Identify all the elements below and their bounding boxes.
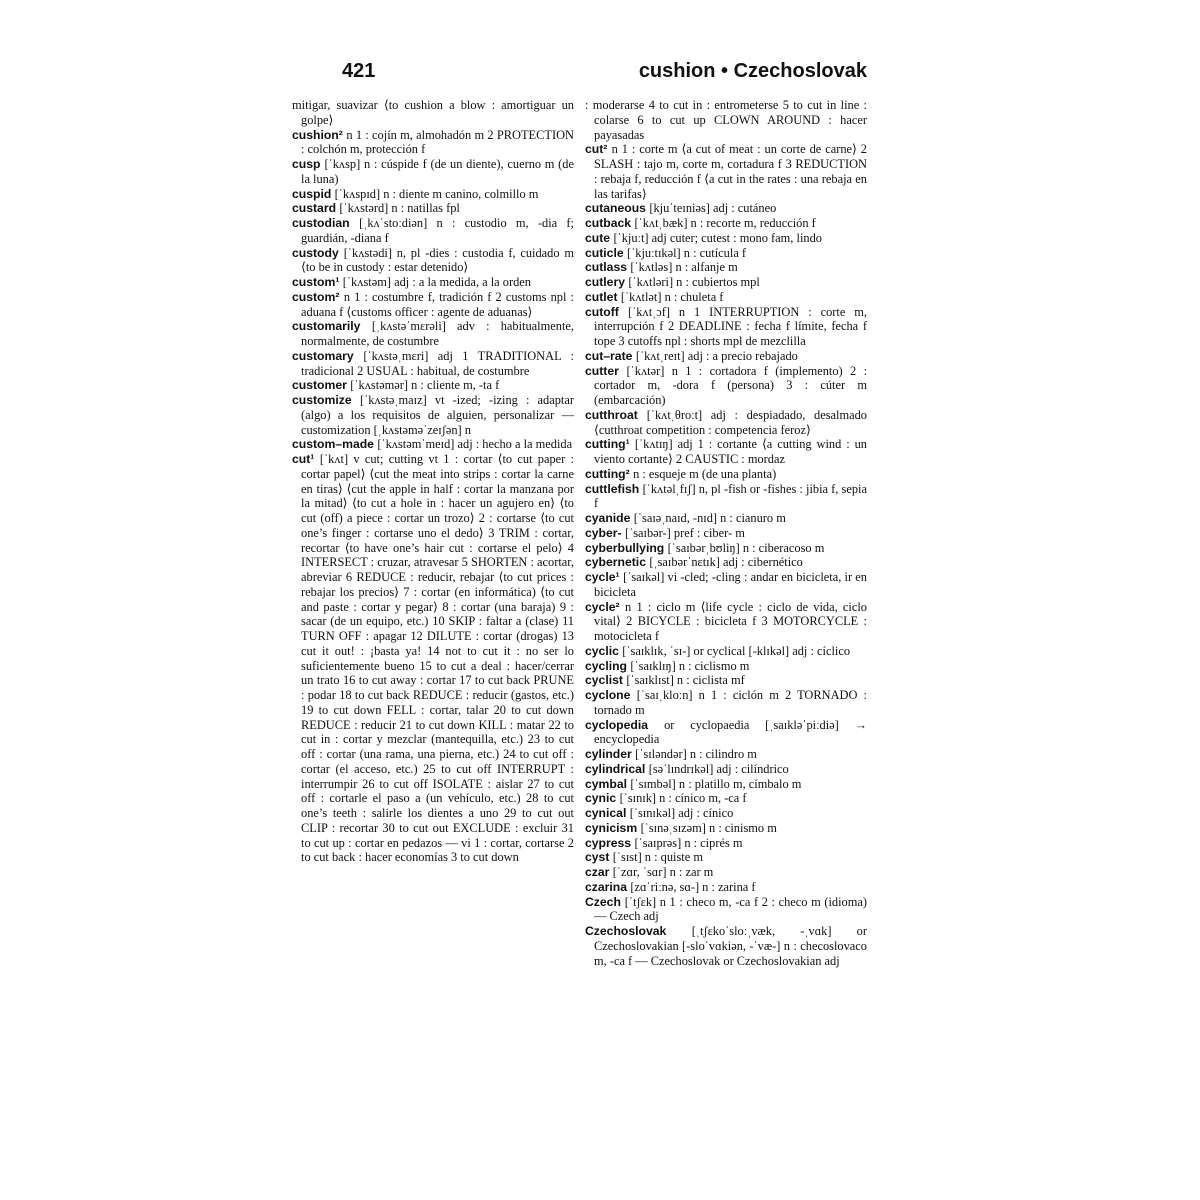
- entry-definition: [ˈsaɪbər-] pref : ciber- m: [624, 525, 745, 540]
- entry-definition: [ˈsaɪklɪst] n : ciclista mf: [626, 673, 745, 688]
- dictionary-entry: [585, 659, 867, 674]
- entry-headword: cutting¹: [585, 437, 635, 452]
- entry-definition: [ˈkʌtlət] n : chuleta f: [620, 289, 724, 304]
- dictionary-entry: [585, 231, 867, 246]
- dictionary-entry: [292, 437, 574, 452]
- entry-headword: customer: [292, 378, 351, 393]
- entry-definition: : moderarse 4 to cut in : entrometerse 5 to cut in line : colarse 6 to cut up CLOWN AROUND : hacer payasadas: [585, 98, 867, 142]
- dictionary-entry: [585, 142, 867, 201]
- entry-headword: cyber-: [585, 525, 625, 540]
- dictionary-entry: [585, 260, 867, 275]
- entry-headword: cutlet: [585, 289, 621, 304]
- entry-headword: cutlass: [585, 260, 631, 275]
- entry-definition: [ˈkʌtˌbæk] n : recorte m, reducción f: [634, 216, 816, 230]
- dictionary-entry: [585, 482, 867, 512]
- dictionary-entry: [585, 555, 867, 570]
- entry-headword: cynic: [585, 791, 620, 806]
- entry-headword: cycle²: [585, 599, 626, 614]
- entry-definition: [ˈkʌtləri] n : cubiertos mpl: [628, 275, 760, 289]
- entry-definition: [ˌsaɪbərˈnɛtɪk] adj : cibernético: [649, 555, 803, 570]
- entry-headword: cutback: [585, 216, 635, 230]
- dictionary-entry: [292, 290, 574, 320]
- dictionary-entry: [292, 187, 574, 202]
- entry-definition: [ˌtʃɛkoˈsloːˌvæk, -ˌvɑk] or Czechoslovakian [-sloˈvɑkiən, -ˈvæ-] n : checoslovaco m, -ca f — Czechoslovak or Czechoslovakian adj: [594, 924, 867, 968]
- entry-definition: [ˈsaɪklɪk, ˈsɪ-] or cyclical [-klɪkəl] adj : cíclico: [622, 643, 851, 658]
- entry-headword: cuticle: [585, 245, 627, 260]
- dictionary-entry: [585, 216, 867, 231]
- dictionary-entry: [585, 511, 867, 526]
- entry-headword: customarily: [292, 319, 372, 334]
- entry-definition: [ˈtʃɛk] n 1 : checo m, -ca f 2 : checo m (idioma) — Czech adj: [594, 894, 867, 924]
- entry-definition: [ˈkʌsp] n : cúspide f (de un diente), cuerno m (de la luna): [301, 157, 574, 186]
- entry-definition: [ˈsaɪˌkloːn] n 1 : ciclón m 2 TORNADO : tornado m: [594, 688, 867, 717]
- entry-headword: cyst: [585, 850, 613, 865]
- dictionary-entry: [585, 762, 867, 777]
- dictionary-entry: [585, 880, 867, 895]
- entry-definition: n 1 : cojín m, almohadón m 2 PROTECTION : colchón m, protección f: [301, 127, 574, 157]
- entry-headword: customize: [292, 393, 361, 407]
- entry-definition: [ˈsɪnəˌsɪzəm] n : cinismo m: [640, 820, 777, 835]
- entry-headword: cut–rate: [585, 348, 636, 363]
- dictionary-entry: [585, 791, 867, 806]
- entry-headword: cut²: [585, 142, 612, 157]
- dictionary-entry: [292, 216, 574, 246]
- entry-definition: [ˈkjuːtɪkəl] n : cutícula f: [627, 245, 747, 260]
- dictionary-entry: [585, 275, 867, 290]
- entry-definition: [kjuˈteɪniəs] adj : cutáneo: [649, 201, 777, 216]
- dictionary-entry: [585, 246, 867, 261]
- dictionary-entry: [585, 349, 867, 364]
- dictionary-entry: [585, 718, 867, 748]
- dictionary-entry: [585, 364, 867, 408]
- entry-headword: Czech: [585, 894, 625, 909]
- entry-headword: czarina: [585, 879, 631, 894]
- entry-headword: cutting²: [585, 466, 634, 481]
- dictionary-entry: [585, 467, 867, 482]
- dictionary-entry: [292, 393, 574, 437]
- entry-headword: cypress: [585, 835, 635, 850]
- entry-definition: [ˈkʌstədi] n, pl -dies : custodia f, cuidado m ⟨to be in custody : estar detenido⟩: [301, 245, 574, 275]
- dictionary-page: [292, 58, 869, 1148]
- entry-definition: n 1 : ciclo m ⟨life cycle : ciclo de vida, ciclo vital⟩ 2 BICYCLE : bicicleta f 3 MOTORCYCLE : motocicleta f: [594, 599, 867, 643]
- entry-headword: cycling: [585, 658, 631, 673]
- entry-definition: [ˈzɑr, ˈsɑr] n : zar m: [612, 865, 714, 879]
- entry-definition: [ˈkʌstərd] n : natillas fpl: [339, 201, 460, 216]
- entry-headword: cutter: [585, 363, 627, 378]
- entry-headword: cushion²: [292, 127, 347, 142]
- entry-definition: [səˈlɪndrɪkəl] adj : cilíndrico: [648, 761, 789, 776]
- dictionary-entry: [585, 201, 867, 216]
- entry-definition: [ˈsaɪəˌnaɪd, -nɪd] n : cianuro m: [633, 511, 786, 525]
- dictionary-entry: [585, 836, 867, 851]
- entry-headword: custom²: [292, 289, 344, 304]
- dictionary-entry: [585, 437, 867, 467]
- entry-definition: [ˈsɪnɪkəl] adj : cínico: [629, 806, 734, 820]
- entry-definition: [ˈkʌstəmər] n : cliente m, -ta f: [350, 378, 500, 393]
- left-column: [292, 98, 574, 865]
- entry-headword: cuttlefish: [585, 481, 643, 496]
- entry-definition: [ˈkʌstəˌmɛri] adj 1 TRADITIONAL : tradicional 2 USUAL : habitual, de costumbre: [301, 348, 575, 378]
- page-number: 421: [342, 60, 376, 82]
- dictionary-entry: [292, 378, 574, 393]
- entry-headword: cute: [585, 230, 614, 245]
- entry-headword: cyclopedia: [585, 717, 665, 732]
- entry-definition: [ˌkʌstəˈmɛrəli] adv : habitualmente, normalmente, de costumbre: [301, 319, 574, 348]
- dictionary-entry: [585, 290, 867, 305]
- entry-definition: [ˈkʌtɪŋ] adj 1 : cortante ⟨a cutting wind : un viento cortante⟩ 2 CAUSTIC : mordaz: [594, 437, 868, 466]
- dictionary-entry: [585, 98, 867, 142]
- entry-definition: [ˌkʌˈstoːdiən] n : custodio m, -dia f; guardián, -diana f: [301, 216, 574, 245]
- entry-headword: cyclic: [585, 643, 623, 658]
- entry-definition: mitigar, suavizar ⟨to cushion a blow : amortiguar un golpe⟩: [292, 98, 574, 127]
- entry-headword: cyanide: [585, 511, 634, 525]
- entry-headword: cutlery: [585, 275, 629, 289]
- entry-headword: cybernetic: [585, 555, 650, 570]
- entry-headword: cymbal: [585, 776, 631, 791]
- entry-definition: [ˈsaɪkəl] vi -cled; -cling : andar en bicicleta, ir en bicicleta: [594, 570, 867, 599]
- dictionary-entry: [585, 747, 867, 762]
- entry-definition: [ˈkjuːt] adj cuter; cutest : mono fam, lindo: [613, 230, 822, 245]
- entry-headword: cynical: [585, 806, 630, 820]
- entry-definition: n 1 : corte m ⟨a cut of meat : un corte de carne⟩ 2 SLASH : tajo m, corte m, cortadura f 3 REDUCTION : rebaja f, reducción f ⟨a cut in the rates : una rebaja en las tarifas⟩: [594, 142, 867, 201]
- entry-headword: custodian: [292, 216, 360, 230]
- guide-words: cushion • Czechoslovak: [638, 60, 867, 82]
- dictionary-entry: [585, 541, 867, 556]
- entry-headword: Czechoslovak: [585, 924, 692, 938]
- entry-headword: cuspid: [292, 186, 335, 201]
- entry-definition: [ˈkʌtˌɔf] n 1 INTERRUPTION : corte m, interrupción f 2 DEADLINE : fecha f límite, fecha f tope 3 cutoffs npl : shorts mpl de mezclilla: [594, 304, 867, 348]
- entry-definition: or cyclopaedia [ˌsaɪkləˈpiːdiə] → encyclopedia: [594, 717, 867, 747]
- entry-definition: [ˈkʌtˌθroːt] adj : despiadado, desalmado ⟨cutthroat competition : competencia feroz⟩: [594, 407, 867, 437]
- dictionary-entry: [292, 275, 574, 290]
- dictionary-entry: [585, 850, 867, 865]
- entry-definition: [ˈsɪləndər] n : cilindro m: [635, 747, 757, 761]
- entry-definition: [ˈkʌtˌreɪt] adj : a precio rebajado: [635, 348, 798, 363]
- entry-headword: cynicism: [585, 820, 641, 835]
- entry-headword: custody: [292, 245, 344, 260]
- entry-headword: czar: [585, 865, 613, 879]
- entry-definition: [ˈkʌtəlˌfɪʃ] n, pl -fish or -fishes : jibia f, sepia f: [594, 481, 868, 511]
- dictionary-entry: [585, 408, 867, 438]
- dictionary-entry: [585, 924, 867, 968]
- entry-definition: [zɑˈriːnə, sɑ-] n : zarina f: [630, 879, 756, 894]
- dictionary-entry: [292, 201, 574, 216]
- dictionary-entry: [292, 246, 574, 276]
- entry-headword: cusp: [292, 157, 325, 171]
- dictionary-entry: [585, 777, 867, 792]
- dictionary-entry: [585, 570, 867, 600]
- dictionary-entry: [292, 128, 574, 158]
- entry-headword: cut¹: [292, 452, 320, 466]
- entry-definition: [ˈsaɪbərˌbʊliŋ] n : ciberacoso m: [667, 540, 825, 555]
- entry-definition: [ˈkʌstəm] adj : a la medida, a la orden: [342, 275, 531, 289]
- dictionary-entry: [585, 895, 867, 925]
- entry-headword: custom–made: [292, 437, 378, 452]
- dictionary-entry: [292, 319, 574, 349]
- dictionary-entry: [292, 452, 574, 865]
- entry-headword: cylindrical: [585, 761, 649, 776]
- entry-definition: [ˈkʌtləs] n : alfanje m: [630, 260, 738, 275]
- entry-definition: [ˈkʌstəmˈmeɪd] adj : hecho a la medida: [377, 437, 573, 452]
- entry-definition: [ˈkʌstəˌmaɪz] vt -ized; -izing : adaptar (algo) a los requisitos de alguien, personalizar — customization [ˌkʌstəməˈzeɪʃən] n: [301, 393, 574, 437]
- dictionary-entry: [585, 526, 867, 541]
- entry-headword: cutthroat: [585, 407, 647, 422]
- dictionary-entry: [585, 865, 867, 880]
- page-header: [292, 58, 869, 92]
- dictionary-entry: [585, 673, 867, 688]
- entry-headword: cutoff: [585, 304, 629, 319]
- entry-definition: [ˈkʌt] v cut; cutting vt 1 : cortar ⟨to cut paper : cortar papel⟩ ⟨cut the meat into strips : cortar la carne en tiras⟩ ⟨cut the apple in half : cortar la manzana por la mitad⟩ ⟨to cut a hole in : hacer un agujero en⟩ ⟨to cut (off) a piece : cortar un trozo⟩ 2 : cortarse ⟨to cut one’s finger : cortarse uno el dedo⟩ 3 TRIM : cortar, recortar ⟨to have one’s hair cut : cortarse el pelo⟩ 4 INTERSECT : cruzar, atravesar 5 SHORTEN : acortar, abreviar 6 REDUCE : reducir, rebajar ⟨to cut prices : rebajar los precios⟩ 7 : cortar (en informática) ⟨to cut and paste : cortar y pegar⟩ 8 : cortar (una baraja) 9 : sacar (de un equipo, etc.) 10 SKIP : faltar a (clase) 11 TURN OFF : apagar 12 DILUTE : cortar (drogas) 13 cut it out! : ¡basta ya! 14 not to cut it : no ser lo suficientemente bueno 15 to cut a deal : hacer/cerrar un trato 16 to cut away : cortar 17 to cut back PRUNE : podar 18 to cut back REDUCE : reducir (gastos, etc.) 19 to cut down FELL : cortar, talar 20 to cut down REDUCE : reducir 21 to cut down KILL : matar 22 to cut in : cortar y mezclar (mantequilla, etc.) 23 to cut off : cortar (una rama, una pierna, etc.) 24 to cut off : cortar (el acceso, etc.) 25 to cut off INTERRUPT : interrumpir 26 to cut off ISOLATE : aislar 27 to cut off : cortarle el paso a (un vehículo, etc.) 28 to cut one’s teeth : salirle los dientes a uno 29 to cut out CLIP : recortar 30 to cut out EXCLUDE : excluir 31 to cut up : cortar en pedazos — vi 1 : cortar, cortarse 2 to cut back : hacer economías 3 to cut down: [301, 452, 574, 865]
- dictionary-entry: [292, 98, 574, 128]
- dictionary-entry: [585, 600, 867, 644]
- right-column: [585, 98, 867, 968]
- entry-headword: cycle¹: [585, 570, 624, 584]
- entry-headword: cyberbullying: [585, 540, 668, 555]
- dictionary-entry: [585, 688, 867, 718]
- entry-headword: customary: [292, 348, 364, 363]
- entry-definition: [ˈsɪmbəl] n : platillo m, címbalo m: [630, 776, 802, 791]
- entry-headword: custard: [292, 201, 340, 216]
- dictionary-entry: [585, 644, 867, 659]
- dictionary-entry: [585, 821, 867, 836]
- dictionary-entry: [292, 349, 574, 379]
- dictionary-entry: [585, 305, 867, 349]
- entry-definition: [ˈsaɪprəs] n : ciprés m: [634, 835, 743, 850]
- entry-headword: custom¹: [292, 275, 343, 289]
- entry-definition: n : esqueje m (de una planta): [633, 466, 777, 481]
- entry-definition: [ˈkʌspɪd] n : diente m canino, colmillo m: [334, 186, 539, 201]
- dictionary-entry: [585, 806, 867, 821]
- entry-headword: cutaneous: [585, 201, 650, 216]
- entry-headword: cyclone: [585, 688, 637, 702]
- entry-headword: cylinder: [585, 747, 636, 761]
- entry-definition: n 1 : costumbre f, tradición f 2 customs npl : aduana f ⟨customs officer : agente de aduanas⟩: [301, 289, 574, 319]
- entry-definition: [ˈsɪst] n : quiste m: [612, 850, 703, 865]
- entry-headword: cyclist: [585, 673, 627, 688]
- dictionary-entry: [292, 157, 574, 187]
- entry-definition: [ˈkʌtər] n 1 : cortadora f (implemento) 2 : cortador m, -dora f (persona) 3 : cúter m (embarcación): [594, 363, 868, 407]
- entry-definition: [ˈsɪnɪk] n : cínico m, -ca f: [619, 791, 747, 806]
- entry-definition: [ˈsaɪklɪŋ] n : ciclismo m: [630, 658, 750, 673]
